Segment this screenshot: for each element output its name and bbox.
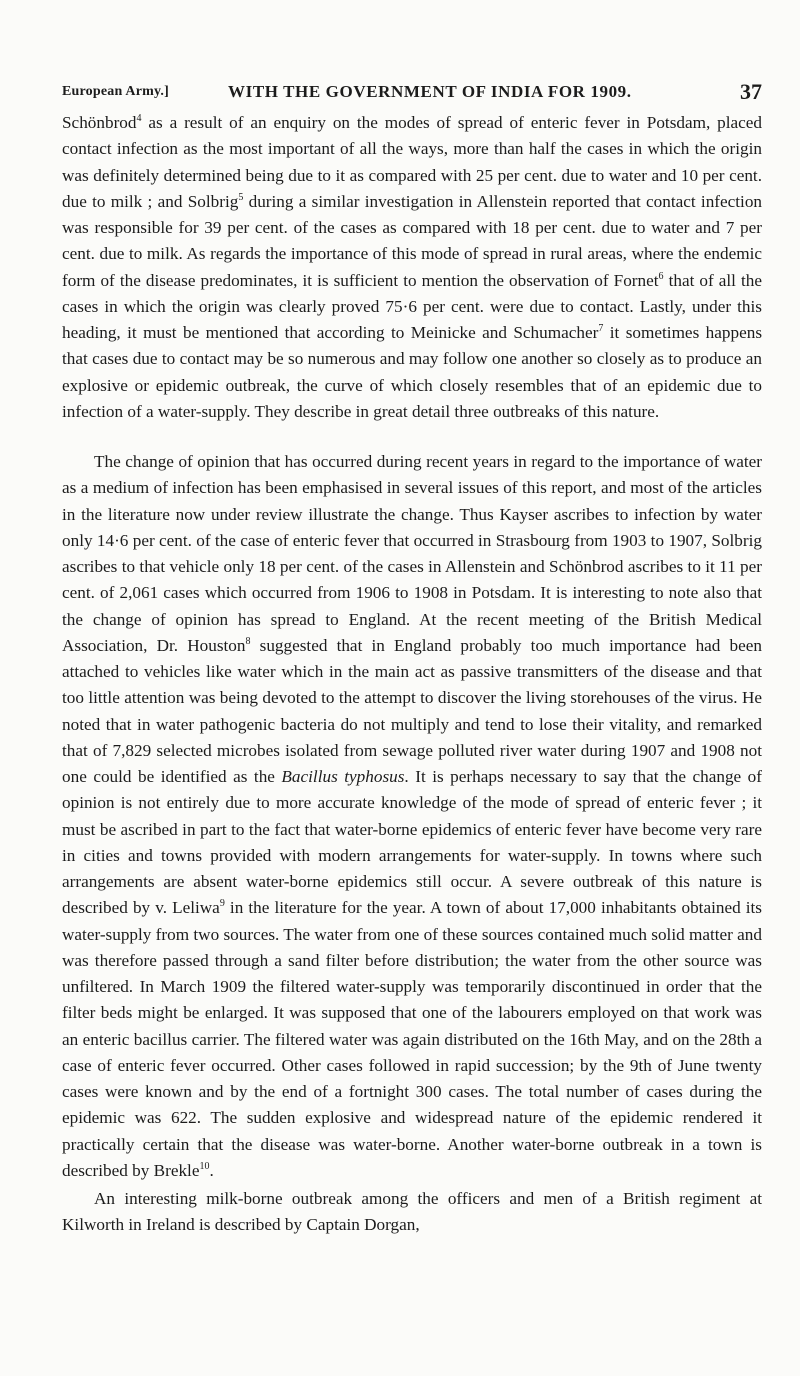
page-number: 37 xyxy=(740,79,762,104)
footnote-ref: 5 xyxy=(238,191,244,203)
text-run: Schönbrod xyxy=(62,113,137,132)
footnote-ref: 4 xyxy=(136,113,142,124)
running-title: WITH THE GOVERNMENT OF INDIA FOR 1909. xyxy=(228,82,632,101)
text-run: An interesting milk-borne outbreak among the officers and men of a British regiment at Kilworth in Ireland is described by Captain Dorgan, xyxy=(62,1189,762,1235)
text-run: The change of opinion that has occurred during recent years in regard to the importance of water as a medium of infection has been emphasised in several issues of this report, and most of the articles in the literature now under review illustrate the change. Thus Kayser ascribes to infection by water only 14·6 per cent. of the case of enteric fever that occurred in Strasbourg from 1903 to 1907, Solbrig ascribes to that vehicle only 18 per cent. of the cases in Allenstein and Schönbrod ascribes to it 11 per cent. of 2,061 cases which occurred from 1906 to 1908 in Potsdam. It is interesting to note also that the change of opinion has spread to England. At the recent meeting of the British Medical Association, Dr. Houston xyxy=(62,452,762,655)
body-text xyxy=(62,110,762,1239)
text-run: . It is perhaps necessary to say that the change of opinion is not entirely due to more accurate knowledge of the mode of spread of enteric fever ; it must be ascribed in part to the fact that water-borne epidemics of enteric fever have become very rare in cities and towns provided with modern arrangements for water-supply. In towns where such arrangements are absent water-borne epidemics still occur. A severe outbreak of this nature is described by v. Leliwa xyxy=(62,767,762,918)
footnote-ref: 6 xyxy=(658,270,664,282)
text-run: it sometimes happens that cases due to contact may be so numerous and may follow one another so closely as to produce an explosive or epidemic outbreak, the curve of which closely resembles that of an epidemic due to infection of a water-supply. They describe in great detail three outbreaks of this nature. xyxy=(62,323,763,421)
text-run: as a result of an enquiry on the modes of spread of enteric fever in Potsdam, placed contact infection as the most important of all the ways, more than half the cases in which the origin was definitely determined being due to it as compared with 25 per cent. due to water and 10 per cent. due to milk ; and Solbrig xyxy=(62,113,762,211)
footnote-ref: 8 xyxy=(245,635,251,647)
text-run: during a similar investigation in Allenstein reported that contact infection was responsible for 39 per cent. of the cases as compared with 18 per cent. due to water and 7 per cent. due to milk. As regards the importance of this mode of spread in rural areas, where the endemic form of the disease predominates, it is sufficient to mention the observation of Fornet xyxy=(62,191,763,290)
running-head xyxy=(62,79,762,106)
text-run: that of all the cases in which the origin was clearly proved 75·6 per cent. were due to contact. Lastly, under this heading, it must be mentioned that according to Meinicke and Schumacher xyxy=(62,270,762,342)
species-name: Bacillus typhosus xyxy=(281,767,405,786)
text-run: . xyxy=(209,1160,214,1180)
section-label: European Army.] xyxy=(62,84,169,99)
footnote-ref: 10 xyxy=(199,1160,210,1172)
paragraph-2 xyxy=(62,449,762,1184)
text-run: in the literature for the year. A town of about 17,000 inhabitants obtained its water-supply from two sources. The water from one of these sources contained much solid matter and was therefore passed through a sand filter before distribution; the water from the other source was unfiltered. In March 1909 the filtered water-supply was temporarily discontinued in order that the filter beds might be enlarged. It was supposed that one of the labourers employed on that work was an enteric bacillus carrier. The filtered water was again distributed on the 16th May, and on the 28th a case of enteric fever occurred. Other cases followed in rapid succession; by the 9th of June twenty cases were known and by the end of a fortnight 300 cases. The total number of cases during the epidemic was 622. The sudden explosive and widespread nature of the epidemic rendered it practically certain that the disease was water-borne. Another water-borne outbreak in a town is described by Brekle xyxy=(62,898,762,1180)
footnote-ref: 9 xyxy=(219,898,225,910)
text-run: suggested that in England probably too much importance had been attached to vehicles like water which in the main act as passive transmitters of the disease and that too little attention was being devoted to the attempt to discover the living storehouses of the virus. He noted that in water pathogenic bacteria do not multiply and tend to lose their vitality, and remarked that of 7,829 selected microbes isolated from sewage polluted river water during 1907 and 1908 not one could be identified as the xyxy=(62,635,762,786)
paragraph-3 xyxy=(62,1186,762,1239)
paragraph-1 xyxy=(62,110,762,425)
footnote-ref: 7 xyxy=(598,323,604,334)
